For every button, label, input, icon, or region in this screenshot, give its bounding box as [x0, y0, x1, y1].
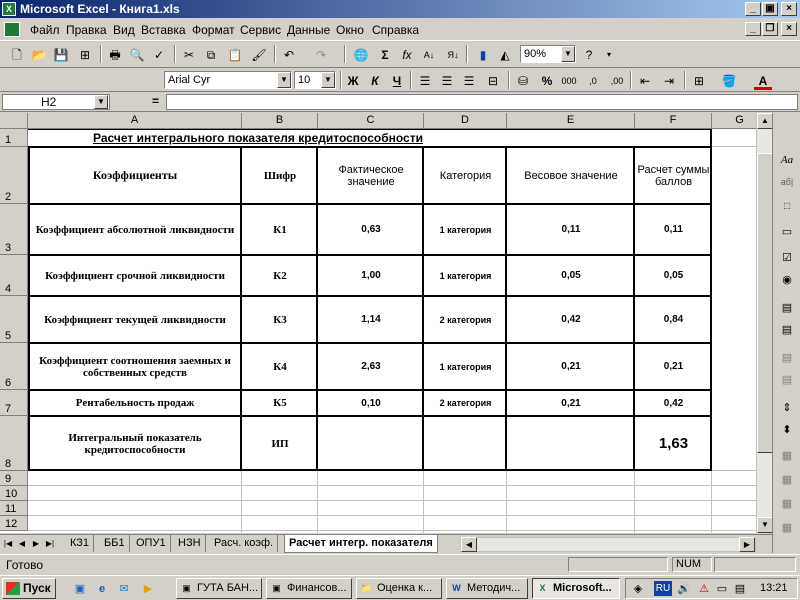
select-all-corner[interactable]: [0, 113, 28, 129]
status-bar: [0, 554, 800, 574]
run-dialog-icon[interactable]: ▦: [781, 522, 793, 534]
column-header-a[interactable]: A: [28, 113, 242, 129]
table-border: [28, 295, 712, 297]
tray-monitor-icon[interactable]: ▭: [716, 583, 728, 595]
label-icon[interactable]: Aa: [780, 154, 794, 166]
row-header[interactable]: 1: [0, 129, 28, 147]
column-header-c[interactable]: C: [318, 113, 424, 129]
row-k5-weight[interactable]: 0,21: [509, 391, 633, 415]
table-border: [240, 146, 242, 471]
total-weight-empty[interactable]: [509, 417, 633, 470]
separator: [684, 71, 686, 89]
print-preview-icon[interactable]: 🔍: [129, 48, 145, 62]
row-k4-category[interactable]: 1 категория: [426, 344, 505, 389]
row-k4-code[interactable]: К4: [244, 344, 316, 389]
task-label: Финансов...: [287, 582, 347, 594]
column-header-g[interactable]: G: [712, 113, 768, 129]
font-size-select[interactable]: [294, 71, 336, 89]
separator: [630, 71, 632, 89]
task-label: ГУТА БАН...: [197, 582, 259, 594]
next-sheet-icon[interactable]: ▶: [32, 539, 40, 548]
zoom-select[interactable]: [520, 45, 576, 63]
format-painter-icon[interactable]: 🖌: [251, 48, 267, 62]
tab-opu1[interactable]: ОПУ1: [132, 535, 171, 552]
table-border: [710, 129, 712, 471]
start-label: Пуск: [23, 581, 51, 595]
chevron-down-icon[interactable]: ▼: [94, 95, 108, 109]
group-box-icon[interactable]: ⬚: [783, 201, 791, 210]
row-k1-weight[interactable]: 0,11: [509, 205, 633, 254]
row-k3-score[interactable]: 0,84: [637, 297, 710, 342]
task-guta-bank[interactable]: [176, 578, 262, 599]
redo-icon[interactable]: ↷: [315, 48, 327, 62]
doc-restore-button[interactable]: ❐: [762, 22, 778, 36]
separator: [410, 71, 412, 89]
hyperlink-icon[interactable]: 🌐: [353, 48, 369, 62]
row-k1-name[interactable]: Коэффициент абсолютной ликвидности: [30, 205, 240, 254]
network-icon[interactable]: ⚠: [699, 583, 709, 595]
function-icon[interactable]: fx: [402, 48, 412, 62]
gridline: [28, 500, 772, 501]
forms-toolbar: [772, 113, 800, 553]
table-border: [28, 469, 712, 471]
row-k3-actual[interactable]: 1,14: [320, 297, 422, 342]
header-coefficients[interactable]: Коэффициенты: [30, 148, 240, 203]
row-header[interactable]: 3: [0, 204, 28, 255]
scroll-right-icon[interactable]: ▶: [739, 537, 755, 552]
start-button[interactable]: [2, 578, 56, 599]
status-panel: [568, 557, 668, 572]
media-player-icon[interactable]: ▶: [143, 583, 153, 595]
table-border: [316, 146, 318, 471]
row-header[interactable]: 11: [0, 501, 28, 516]
menu-window[interactable]: Окно: [336, 23, 364, 37]
row-k4-actual[interactable]: 2,63: [320, 344, 422, 389]
edit-box-icon[interactable]: аб|: [780, 177, 794, 187]
separator: [344, 45, 346, 63]
table-border: [28, 254, 712, 256]
windows-logo-icon: [6, 582, 20, 595]
row-header[interactable]: 10: [0, 486, 28, 501]
formula-bar: [0, 93, 800, 112]
underline-button[interactable]: Ч: [392, 74, 402, 88]
menu-view[interactable]: Вид: [113, 23, 135, 37]
scroll-thumb[interactable]: [757, 153, 773, 453]
volume-icon[interactable]: 🔊: [677, 583, 691, 595]
formula-equals: =: [152, 94, 160, 108]
drawing-icon[interactable]: ◭: [500, 48, 510, 62]
window-icon: ▣: [272, 583, 281, 593]
toolbar-options-icon[interactable]: ▾: [606, 50, 611, 59]
outlook-icon[interactable]: ✉: [119, 583, 129, 595]
new-icon[interactable]: 🗋: [12, 48, 22, 62]
total-code[interactable]: ИП: [244, 417, 316, 470]
cut-icon[interactable]: ✂: [183, 48, 195, 62]
row-k2-name[interactable]: Коэффициент срочной ликвидности: [30, 256, 240, 295]
standard-toolbar: [0, 42, 800, 68]
chevron-down-icon[interactable]: ▼: [561, 46, 575, 62]
minimize-button[interactable]: _: [745, 2, 761, 16]
menu-insert[interactable]: Вставка: [141, 23, 186, 37]
align-center-icon[interactable]: ☰: [441, 74, 453, 88]
first-sheet-icon[interactable]: |◀: [3, 539, 13, 548]
header-weight[interactable]: Весовое значение: [509, 148, 633, 203]
table-border: [28, 342, 712, 344]
spinner-icon[interactable]: ⬍: [782, 424, 792, 436]
tab-nzn[interactable]: НЗН: [174, 535, 206, 552]
separator: [174, 45, 176, 63]
table-border: [28, 415, 712, 417]
column-header-d[interactable]: D: [424, 113, 507, 129]
row-header[interactable]: 2: [0, 147, 28, 204]
worksheet[interactable]: [0, 113, 772, 533]
tray-shield-icon[interactable]: ▤: [734, 583, 746, 595]
header-score-sum[interactable]: Расчет суммы баллов: [637, 148, 710, 203]
excel-icon: X: [539, 583, 546, 593]
table-border: [505, 146, 507, 471]
chevron-down-icon[interactable]: ▼: [277, 72, 291, 88]
doc-minimize-button[interactable]: _: [745, 22, 761, 36]
table-border: [28, 129, 712, 130]
align-left-icon[interactable]: ☰: [419, 74, 431, 88]
prev-sheet-icon[interactable]: ◀: [18, 539, 26, 548]
menu-format[interactable]: Формат: [192, 23, 235, 37]
row-k5-score[interactable]: 0,42: [637, 391, 710, 415]
row-header[interactable]: 5: [0, 296, 28, 343]
control-properties-icon[interactable]: ▦: [781, 450, 793, 462]
vertical-scrollbar[interactable]: [756, 113, 772, 533]
decrease-indent-icon[interactable]: ⇤: [639, 74, 651, 88]
row-k1-score[interactable]: 0,11: [637, 205, 710, 254]
list-box-icon[interactable]: ▤: [781, 302, 793, 314]
task-financial[interactable]: [266, 578, 352, 599]
total-label[interactable]: Интегральный показатель кредитоспособности: [30, 417, 240, 470]
currency-icon[interactable]: ⛁: [517, 74, 529, 88]
tab-bb1[interactable]: ББ1: [100, 535, 130, 552]
menu-help[interactable]: Справка: [372, 23, 420, 37]
maximize-button[interactable]: ▣: [762, 2, 778, 16]
document-icon[interactable]: [4, 22, 20, 37]
row-header[interactable]: 6: [0, 343, 28, 390]
window-icon: ▣: [182, 583, 191, 593]
header-actual-value[interactable]: Фактическое значение: [320, 148, 422, 203]
row-k5-name[interactable]: Рентабельность продаж: [30, 391, 240, 415]
title-bar: [0, 0, 800, 18]
separator: [100, 45, 102, 63]
save-icon[interactable]: 💾: [53, 48, 69, 62]
tab-kz1[interactable]: КЗ1: [66, 535, 94, 552]
increase-decimal-icon[interactable]: ,0: [589, 76, 597, 86]
last-sheet-icon[interactable]: ▶|: [45, 539, 55, 548]
combo-list-icon[interactable]: ▤: [781, 352, 793, 364]
menu-data[interactable]: Данные: [287, 23, 331, 37]
name-box-value: H2: [41, 95, 57, 109]
status-panel: [714, 557, 796, 572]
undo-icon[interactable]: ↶: [283, 48, 295, 62]
folder-icon: 📁: [360, 583, 373, 593]
copy-icon[interactable]: ⧉: [206, 48, 216, 62]
row-k4-weight[interactable]: 0,21: [509, 344, 633, 389]
header-category[interactable]: Категория: [426, 148, 505, 203]
language-indicator[interactable]: RU: [655, 583, 671, 594]
table-border: [28, 389, 712, 391]
row-header[interactable]: 8: [0, 416, 28, 471]
table-border: [28, 203, 712, 205]
row-k1-code[interactable]: К1: [244, 205, 316, 254]
print-icon[interactable]: 🖶: [109, 48, 121, 62]
horizontal-scrollbar[interactable]: [460, 537, 756, 552]
button-icon[interactable]: ▭: [781, 226, 793, 238]
row-k1-actual[interactable]: 0,63: [320, 205, 422, 254]
internet-explorer-icon[interactable]: e: [98, 583, 106, 595]
row-header[interactable]: 4: [0, 255, 28, 296]
task-label: Оценка к...: [377, 582, 433, 594]
fill-color-icon[interactable]: 🪣: [721, 74, 737, 88]
column-header-b[interactable]: B: [242, 113, 318, 129]
separator: [340, 71, 342, 89]
sheet-title[interactable]: Расчет интегрального показателя кредитоспособности: [29, 130, 711, 146]
table-border: [633, 146, 635, 471]
task-label: Методич...: [467, 582, 521, 594]
word-icon: W: [452, 583, 461, 593]
tray-app-icon[interactable]: ◈: [633, 583, 643, 595]
separator: [466, 45, 468, 63]
sheet-tab-bar: [0, 534, 772, 553]
merge-center-icon[interactable]: ⊟: [487, 74, 499, 88]
checkbox-icon[interactable]: ☑: [782, 252, 792, 264]
status-ready: Готово: [6, 558, 44, 572]
row-k1-category[interactable]: 1 категория: [426, 205, 505, 254]
row-header[interactable]: 12: [0, 516, 28, 531]
chevron-down-icon[interactable]: ▼: [321, 72, 335, 88]
menu-file[interactable]: Файл: [30, 23, 60, 37]
taskbar: [0, 575, 800, 600]
row-k3-weight[interactable]: 0,42: [509, 297, 633, 342]
spelling-icon[interactable]: ✓: [153, 48, 165, 62]
open-icon[interactable]: 📂: [31, 48, 47, 62]
row-k4-name[interactable]: Коэффициент соотношения заемных и собственных средств: [30, 344, 240, 389]
row-k5-actual[interactable]: 0,10: [320, 391, 422, 415]
table-border: [28, 146, 30, 471]
total-actual-empty[interactable]: [320, 417, 422, 470]
tab-integral-indicator[interactable]: Расчет интегр. показателя: [284, 535, 438, 553]
total-sum[interactable]: 1,63: [637, 417, 710, 470]
row-k5-code[interactable]: К5: [244, 391, 316, 415]
scrollbar-control-icon[interactable]: ⇕: [782, 402, 792, 414]
task-assessment[interactable]: [356, 578, 442, 599]
menu-edit[interactable]: Правка: [66, 23, 107, 37]
scroll-left-icon[interactable]: ◀: [461, 537, 477, 552]
radio-icon[interactable]: ◉: [782, 274, 792, 286]
italic-button[interactable]: К: [371, 74, 379, 88]
row-k2-weight[interactable]: 0,05: [509, 256, 633, 295]
sort-descending-icon[interactable]: Я↓: [447, 50, 459, 60]
row-k5-category[interactable]: 2 категория: [426, 391, 505, 415]
window-title: Microsoft Excel - Книга1.xls: [20, 2, 180, 16]
row-header[interactable]: 7: [0, 390, 28, 416]
decrease-decimal-icon[interactable]: ,00: [610, 76, 624, 86]
show-desktop-icon[interactable]: ▣: [74, 583, 86, 595]
row-k3-code[interactable]: К3: [244, 297, 316, 342]
autosum-icon[interactable]: Σ: [381, 48, 389, 62]
menu-tools[interactable]: Сервис: [240, 23, 282, 37]
help-icon[interactable]: ?: [585, 48, 593, 62]
gridline: [28, 515, 772, 516]
excel-icon[interactable]: X: [2, 2, 16, 16]
close-button[interactable]: ×: [781, 2, 797, 16]
toggle-grid-icon[interactable]: ▦: [781, 498, 793, 510]
status-num: NUM: [672, 557, 712, 572]
menu-bar: [0, 19, 800, 41]
formula-input[interactable]: [166, 94, 798, 110]
column-header-f[interactable]: F: [635, 113, 712, 129]
tab-ratios[interactable]: Расч. коэф.: [210, 535, 278, 552]
permission-icon[interactable]: ⊞: [79, 48, 91, 62]
increase-indent-icon[interactable]: ⇥: [663, 74, 675, 88]
font-color-icon[interactable]: A: [754, 72, 772, 90]
sort-ascending-icon[interactable]: А↓: [423, 50, 435, 60]
zoom-value: 90%: [524, 48, 547, 60]
doc-close-button[interactable]: ×: [781, 22, 797, 36]
font-select[interactable]: [164, 71, 292, 89]
table-border: [28, 146, 712, 148]
align-right-icon[interactable]: ☰: [463, 74, 475, 88]
thousands-button[interactable]: 000: [561, 76, 577, 86]
task-excel[interactable]: [532, 578, 620, 599]
combo-box-icon[interactable]: ▤: [781, 324, 793, 336]
row-k2-actual[interactable]: 1,00: [320, 256, 422, 295]
combo-dropdown-icon[interactable]: ▤: [781, 374, 793, 386]
row-k3-name[interactable]: Коэффициент текущей ликвидности: [30, 297, 240, 342]
scroll-up-icon[interactable]: ▲: [757, 113, 773, 129]
edit-code-icon[interactable]: ▦: [781, 474, 793, 486]
row-k3-category[interactable]: 2 категория: [426, 297, 505, 342]
bold-button[interactable]: Ж: [347, 74, 359, 88]
row-k2-code[interactable]: К2: [244, 256, 316, 295]
row-k2-score[interactable]: 0,05: [637, 256, 710, 295]
font-size-value: 10: [298, 74, 311, 86]
system-tray: [625, 578, 798, 599]
gridline: [28, 485, 772, 486]
font-value: Arial Cyr: [168, 74, 211, 86]
separator: [274, 45, 276, 63]
borders-icon[interactable]: ⊞: [693, 74, 705, 88]
scroll-down-icon[interactable]: ▼: [757, 517, 773, 533]
column-header-e[interactable]: E: [507, 113, 635, 129]
chart-wizard-icon[interactable]: ▮: [479, 48, 487, 62]
total-category-empty[interactable]: [426, 417, 505, 470]
task-label: Microsoft...: [553, 582, 612, 594]
row-k2-category[interactable]: 1 категория: [426, 256, 505, 295]
task-word-document[interactable]: [446, 578, 528, 599]
row-k4-score[interactable]: 0,21: [637, 344, 710, 389]
separator: [508, 71, 510, 89]
clock[interactable]: 13:21: [760, 582, 788, 594]
formatting-toolbar: [0, 68, 800, 92]
paste-icon[interactable]: 📋: [227, 48, 243, 62]
percent-button[interactable]: %: [541, 74, 553, 88]
row-header[interactable]: 9: [0, 471, 28, 486]
header-code[interactable]: Шифр: [244, 148, 316, 203]
table-border: [422, 146, 424, 471]
gridline: [28, 530, 772, 531]
